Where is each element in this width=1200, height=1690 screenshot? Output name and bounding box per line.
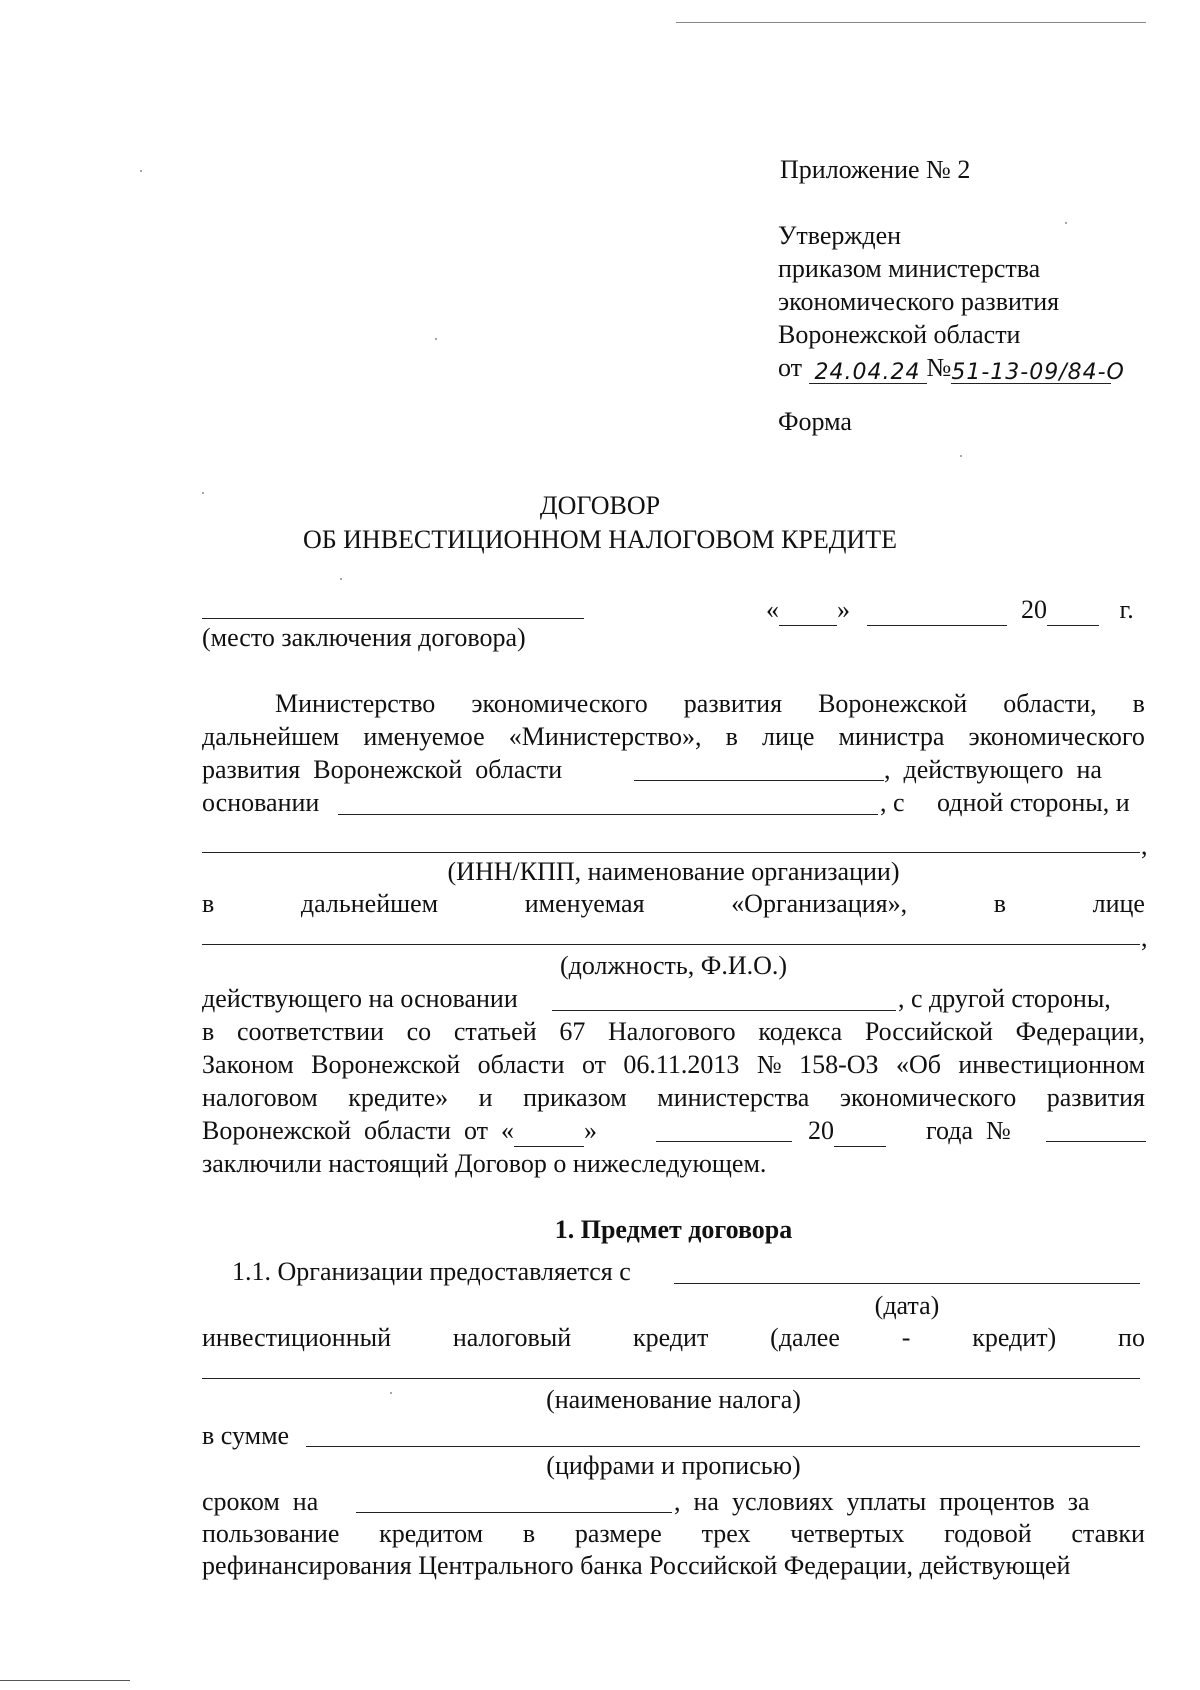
scan-speck (340, 578, 342, 580)
preamble-line-3-end: , действующего на (884, 755, 1102, 784)
preamble-line-9-end: , с другой стороны, (898, 984, 1111, 1013)
preamble-line-2: дальнейшем именуемое «Министерство», в лице министра экономического (202, 722, 1145, 751)
section-1-heading: 1. Предмет договора (554, 1215, 793, 1244)
minister-name-blank (634, 780, 884, 781)
preamble-line-1: Министерство экономического развития Воронежской области, в (275, 689, 1145, 718)
appendix-label: Приложение № 2 (780, 155, 971, 184)
order-year-blank (834, 1120, 886, 1147)
amount-blank (306, 1446, 1140, 1447)
scan-edge-line (676, 22, 1146, 23)
preamble-line-4-end: одной стороны, и (937, 788, 1130, 817)
preamble-line-4-mid: , с (880, 788, 905, 817)
order-date-line (778, 352, 1125, 385)
order-day-blank (514, 1120, 584, 1147)
term-label: сроком на (202, 1487, 319, 1516)
handwritten-order-number: 51-13-09/84-О (951, 357, 1111, 384)
preamble-line-4-start: основании (202, 788, 320, 817)
document-page: Приложение № 2 Утвержден приказом министерства экономического развития Воронежской области от 24.04.24 №51-13-09/84-О Форма ДОГОВОР ОБ ИНВЕСТИЦИОННОМ НАЛОГОВОМ КРЕДИТЕ (место заключения договора) « » 20 г. Министерство экономического развития Воронежской области, в дальнейшем именуемое «Министерство», в лице министра экономического развития Воронежской области , действующего на основании , с одной стороны, и , (ИНН/КПП, наименование организации) в дальнейшем именуемая «Организация», в лице , (должность, Ф.И.О.) действующего на основании , с другой стороны, в соответствии со статьей 67 Налогового кодекса Российской Федерации, Законом Воронежской области от 06.11.2013 № 158-ОЗ «Об инвестиционном налоговом кредите» и приказом министерства экономического развития Воронежской области от « » 20 года № заключили настоящий Договор о нижеследующем. 1. Предмет договора 1.1. Организации предоставляется с (дата) инвестиционный налоговый кредит (далее - кредит) по (наименование налога) в сумме (цифрами и прописью) сроком на , на условиях уплаты процентов за пользование кредитом в размере трех четвертых годовой ставки рефинансирования Центрального банка Российской Федерации, действующей (0, 0, 1200, 1690)
document-subtitle: ОБ ИНВЕСТИЦИОННОМ НАЛОГОВОМ КРЕДИТЕ (302, 525, 898, 554)
position-blank (202, 944, 1140, 945)
number-sign: № (926, 353, 952, 382)
scan-speck (1065, 222, 1067, 224)
amount-label: в сумме (202, 1421, 290, 1450)
scan-speck (435, 338, 437, 340)
approved-label: Утвержден (778, 221, 902, 250)
place-blank (202, 618, 584, 619)
preamble-line-11: Законом Воронежской области от 06.11.2013 № 158-ОЗ «Об инвестиционном (202, 1050, 1145, 1079)
credit-line: инвестиционный налоговый кредит (далее - кредит) по (202, 1323, 1145, 1352)
order-month-blank (656, 1141, 792, 1142)
month-blank (867, 599, 1007, 626)
order-line-1: приказом министерства (778, 254, 1041, 283)
form-label: Форма (778, 407, 852, 436)
preamble-line-9-start: действующего на основании (202, 984, 518, 1013)
term-blank (356, 1512, 672, 1513)
usage-line: пользование кредитом в размере трех четвертых годовой ставки (202, 1519, 1145, 1548)
place-caption: (место заключения договора) (202, 623, 526, 652)
date-caption: (дата) (874, 1291, 940, 1320)
order-number-blank (1046, 1141, 1146, 1142)
credit-date-blank (674, 1283, 1140, 1284)
order-line-2: экономического развития (778, 287, 1060, 316)
scan-speck (960, 455, 962, 457)
refinancing-line: рефинансирования Центрального банка Российской Федерации, действующей (202, 1551, 1071, 1580)
from-label: от (778, 353, 803, 382)
preamble-line-10: в соответствии со статьей 67 Налогового кодекса Российской Федерации, (202, 1017, 1145, 1046)
basis-blank (338, 814, 878, 815)
order-number-label: года № (926, 1116, 1011, 1145)
scan-edge-line (0, 1680, 130, 1681)
clause-1-1: 1.1. Организации предоставляется с (232, 1257, 631, 1286)
term-conditions: , на условиях уплаты процентов за (674, 1487, 1090, 1516)
organization-caption: (ИНН/КПП, наименование организации) (447, 857, 900, 886)
year-blank (1047, 599, 1099, 626)
preamble-line-12: налоговом кредите» и приказом министерства экономического развития (202, 1083, 1145, 1112)
tax-name-blank (202, 1378, 1140, 1379)
preamble-line-6: в дальнейшем именуемая «Организация», в лице (202, 889, 1145, 918)
document-title: ДОГОВОР (539, 491, 661, 520)
day-blank (779, 599, 837, 626)
other-basis-blank (552, 1010, 896, 1011)
order-line-3: Воронежской области (778, 320, 1021, 349)
preamble-line-3: развития Воронежской области (202, 755, 563, 784)
preamble-line-13: Воронежской области от « » (202, 1116, 597, 1145)
tax-caption: (наименование налога) (546, 1385, 801, 1414)
preamble-line-14: заключили настоящий Договор о нижеследующем. (202, 1149, 767, 1178)
amount-caption: (цифрами и прописью) (546, 1451, 801, 1480)
scan-speck (140, 170, 142, 172)
position-caption: (должность, Ф.И.О.) (559, 951, 788, 980)
order-year: 20 (808, 1115, 886, 1147)
date-blanks: « » 20 г. (766, 595, 1134, 624)
handwritten-order-date: 24.04.24 (809, 357, 927, 384)
organization-blank (202, 852, 1140, 853)
